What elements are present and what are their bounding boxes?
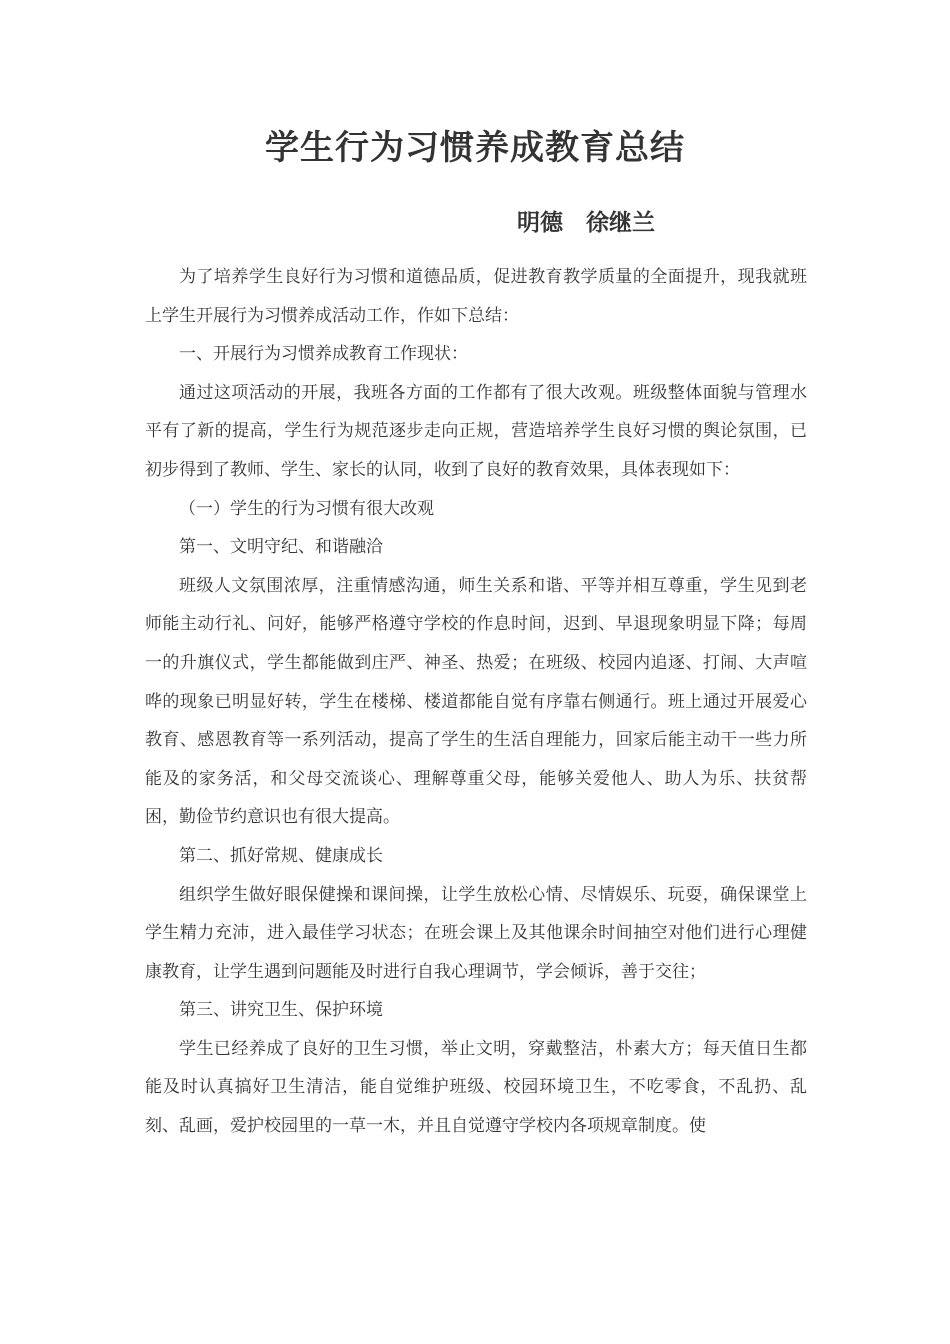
paragraph-point-3: 学生已经养成了良好的卫生习惯，举止文明，穿戴整洁，朴素大方；每天值日生都能及时认真搞好卫生清洁，能自觉维护班级、校园环境卫生，不吃零食，不乱扔、乱刻、乱画，爱护校园里的一草一木，并且自觉遵守学校内各项规章制度。使 [145, 1038, 807, 1137]
point-heading-2: 第二、抓好常规、健康成长 [179, 845, 383, 866]
point-heading-1: 第一、文明守纪、和谐融洽 [179, 537, 383, 558]
point-heading-3: 第三、讲究卫生、保护环境 [179, 1000, 383, 1021]
paragraph-intro: 为了培养学生良好行为习惯和道德品质，促进教育教学质量的全面提升，现我就班上学生开展行为习惯养成活动工作，作如下总结： [145, 267, 807, 326]
document-author: 明德 徐继兰 [517, 210, 655, 236]
paragraph-point-1: 班级人文氛围浓厚，注重情感沟通，师生关系和谐、平等并相互尊重，学生见到老师能主动行礼、问好，能够严格遵守学校的作息时间，迟到、早退现象明显下降；每周一的升旗仪式，学生都能做到庄严、神圣、热爱；在班级、校园内追逐、打闹、大声喧哗的现象已明显好转，学生在楼梯、楼道都能自觉有序靠右侧通行。班上通过开展爱心教育、感恩教育等一系列活动，提高了学生的生活自理能力，回家后能主动干一些力所能及的家务活，和父母交流谈心、理解尊重父母，能够关爱他人、助人为乐、扶贫帮困，勤俭节约意识也有很大提高。 [145, 575, 807, 828]
section-heading-1: 一、开展行为习惯养成教育工作现状： [179, 344, 468, 365]
document-title: 学生行为习惯养成教育总结 [265, 128, 685, 168]
document-body [145, 258, 807, 1146]
subsection-heading-1: （一）学生的行为习惯有很大改观 [179, 498, 434, 519]
paragraph-point-2: 组织学生做好眼保健操和课间操，让学生放松心情、尽情娱乐、玩耍，确保课堂上学生精力充沛，进入最佳学习状态；在班会课上及其他课余时间抽空对他们进行心理健康教育，让学生遇到问题能及时进行自我心理调节，学会倾诉，善于交往； [145, 884, 807, 982]
paragraph-overview: 通过这项活动的开展，我班各方面的工作都有了很大改观。班级整体面貌与管理水平有了新的提高，学生行为规范逐步走向正规，营造培养学生良好习惯的舆论氛围，已初步得到了教师、学生、家长的认同，收到了良好的教育效果，具体表现如下： [145, 382, 807, 480]
